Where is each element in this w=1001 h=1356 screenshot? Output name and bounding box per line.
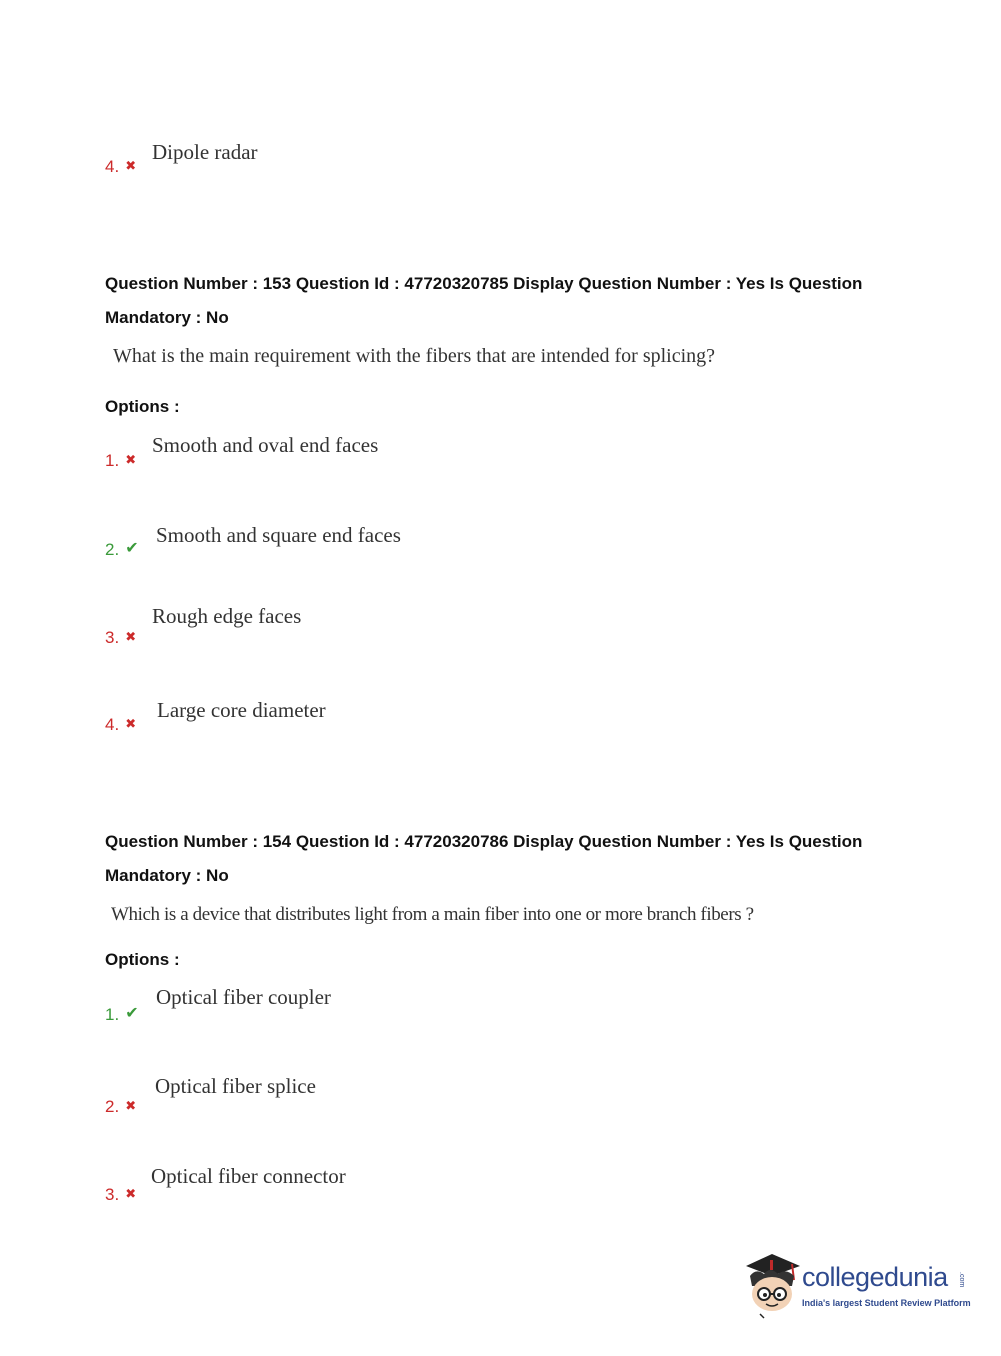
mascot-icon [742,1250,804,1320]
option-number: 2. ✔ [105,540,139,559]
question-header-mandatory: Mandatory : No [105,866,229,885]
option-number: 1. ✔ [105,1005,139,1024]
option-text: Optical fiber connector [151,1164,346,1188]
option-text: Large core diameter [157,698,326,722]
options-label: Options : [105,397,180,416]
option-text: Optical fiber coupler [156,985,331,1009]
option-number: 3. ✖ [105,1185,137,1204]
question-header: Question Number : 153 Question Id : 47720320785 Display Question Number : Yes Is Question [105,274,863,293]
cross-icon: ✖ [125,716,137,731]
option-number: 1. ✖ [105,451,137,470]
collegedunia-logo [742,1250,972,1320]
option-text: Optical fiber splice [155,1074,316,1098]
question-text: Which is a device that distributes light from a main fiber into one or more branch fibers ? [111,904,754,925]
check-icon: ✔ [125,1005,139,1022]
option-number: 4. ✖ [105,157,137,176]
cross-icon: ✖ [125,1186,137,1201]
check-icon: ✔ [125,540,139,557]
question-header-mandatory: Mandatory : No [105,308,229,327]
question-text: What is the main requirement with the fibers that are intended for splicing? [113,345,716,367]
cross-icon: ✖ [125,452,137,467]
cross-icon: ✖ [125,629,137,644]
logo-suffix: .com [958,1272,965,1288]
logo-wordmark: collegedunia [802,1262,948,1292]
option-number: 3. ✖ [105,628,137,647]
logo-tagline: India's largest Student Review Platform [802,1298,971,1308]
option-text: Rough edge faces [152,604,302,628]
option-number: 4. ✖ [105,715,137,734]
option-text: Smooth and square end faces [156,523,401,547]
options-label: Options : [105,950,180,969]
cross-icon: ✖ [125,1098,137,1113]
option-text: Smooth and oval end faces [152,433,379,457]
option-text: Dipole radar [152,140,258,164]
cross-icon: ✖ [125,158,137,173]
question-header: Question Number : 154 Question Id : 47720320786 Display Question Number : Yes Is Question [105,832,863,851]
option-number: 2. ✖ [105,1097,137,1116]
